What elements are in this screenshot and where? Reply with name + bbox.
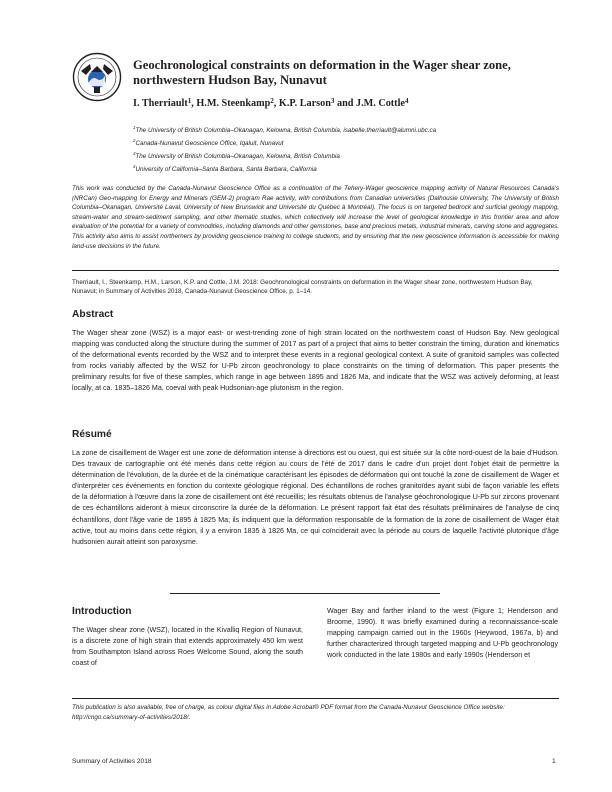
resume-text: La zone de cisaillement de Wager est une zone de déformation intense à directions est ou ouest, qui est située sur la côte nord-ouest de la baie d'Hudson. Des travaux de cartographie ont été menés dans cette région au cours de l'été de 2017 dans le cadre d'un projet dont l'objet était de permettre la détermination de l'évolution, de la durée et de la cinématique caractérisant les épisodes de déformation qui ont touché la zone de cisaillement de Wager et d'interpréter ces événements en fonction du contexte géologique régional. Des échantillons de roches granitoïdes ayant subi de façon variable les effets de la déformation à l'œuvre dans la zone de cisaillement ont été recueillis; les résultats obtenus de l'analyse géochronologique U-Pb sur zircons provenant de ces échantillons aideront à mieux circonscrire la durée de la déformation. Le présent rapport fait état des résultats préliminaires de l'analyse de cinq échantillons, dont l'âge varie de 1895 à 1825 Ma; ils indiquent que la déformation responsable de la formation de la zone de cisaillement de Wager était active, tout au moins dans cette région, il y a environ 1835 à 1826 Ma, ce qui coïnciderait avec la période au cours de laquelle l'activité plutonique d'âge hudsonien aurait atteint son paroxysme. (72, 449, 559, 546)
page-number: 1 (552, 758, 556, 765)
affiliation (133, 153, 563, 160)
resume-heading: Résumé (72, 429, 112, 440)
affiliation (133, 166, 563, 173)
divider (72, 698, 559, 699)
affiliation-mark: 1 (133, 125, 136, 130)
divider (170, 593, 440, 594)
cngo-logo-icon (72, 52, 122, 102)
page-title: Geochronological constraints on deformation in the Wager shear zone, northwestern Hudson Bay, Nunavut (133, 58, 511, 87)
introduction-text: Wager Bay and farther inland to the west (Figure 1; Henderson and Broome, 1990). It was briefly examined during a reconnaissance-scale mapping campaign carried out in the 1960s (Heywood, 1967a, b) and further characterized through targeted mapping and U-Pb geochronology work conducted in the late 1980s and early 1990s (Henderson et (327, 607, 558, 660)
author-affiliation-mark: 2 (270, 97, 274, 105)
author-list: I. Therriault$^1$, H.M. Steenkamp$^2$, K.P. Larson$^3$ and J.M. Cottle$^4$ (133, 97, 409, 109)
introduction-left-column (72, 606, 303, 669)
affiliation (133, 127, 563, 134)
affiliation-mark: 3 (133, 151, 136, 156)
abstract-text: The Wager shear zone (WSZ) is a major east- or west-trending zone of high strain located on the northwestern coast of Hudson Bay. New geological mapping was conducted along the structure during the summer of 2017 as part of a project that aims to better constrain the timing, duration and kinematics of the deformational events recorded by the WSZ and to interpret these events in a regional geological context. A suite of granitoid samples was collected from rocks variably affected by the WSZ for U-Pb zircon geochronology to place constraints on the timing of deformation. This paper presents the preliminary results for five of these samples, which range in age between 1895 and 1826 Ma, and indicate that the WSZ was actively deforming, at least locally, at ca. 1835–1826 Ma, coeval with peak Hudsonian-age plutonism in the region. (72, 329, 559, 393)
affiliation-text: The University of British Columbia–Okanagan, Kelowna, British Columbia, isabelle.therriault@alumni.ubc.ca (135, 127, 437, 134)
abstract-heading: Abstract (72, 309, 114, 320)
introduction-heading: Introduction (72, 606, 132, 617)
author-name: K.P. Larson (278, 98, 331, 109)
author-name: J.M. Cottle (355, 98, 405, 109)
divider (72, 270, 559, 271)
affiliation-text: Canada-Nunavut Geoscience Office, Iqaluit, Nunavut (135, 140, 284, 147)
author-affiliation-mark: 4 (404, 97, 409, 105)
author-name: I. Therriault (133, 98, 188, 109)
introduction-right-column (327, 606, 558, 661)
footer-publication: Summary of Activities 2018 (72, 758, 152, 765)
introduction-text: The Wager shear zone (WSZ), located in the Kivalliq Region of Nunavut, is a discrete zone of high strain that extends approximately 450 km west from Southampton Island across Roes Welcome Sound, along the south coast of (72, 626, 303, 668)
affiliation-text: The University of British Columbia–Okanagan, Kelowna, British Columbia (135, 153, 340, 160)
resume-section (72, 429, 559, 548)
funding-statement: This work was conducted by the Canada-Nunavut Geoscience Office as a continuation of the Tehery-Wager geoscience mapping activity of Natural Resources Canada's (NRCan) Geo-mapping for Energy and Minerals (GEM-2) program Rae activity, with contributions from Canadian universities (Dalhousie University, The University of British Columbia–Okanagan, Université Laval, University of New Brunswick and Université du Québec à Montréal). The focus is on targeted bedrock and surficial geology mapping, stream-water and stream-sediment sampling, and other thematic studies, which collectively will increase the level of geological knowledge in this frontier area and allow evaluation of the potential for a variety of commodities, including diamonds and other gemstones, base and precious metals, industrial minerals, carving stone and aggregates. This activity also aims to assist northerners by providing geoscience training to college students, and by ensuring that the new geoscience information is accessible for making land-use decisions in the future. (72, 185, 559, 250)
author-affiliation-mark: 1 (187, 97, 192, 105)
affiliation-text: University of California–Santa Barbara, Santa Barbara, California (135, 166, 317, 173)
author-name: H.M. Steenkamp (196, 98, 271, 109)
abstract-section (72, 309, 559, 395)
citation: Therriault, I., Steenkamp, H.M., Larson, K.P. and Cottle, J.M. 2018: Geochronological constraints on deformation in the Wager shear zone, northwestern Hudson Bay, Nunavut; in Summary of Activities 2018, Canada-Nunavut Geoscience Office, p. 1–14. (72, 279, 533, 296)
affiliation-mark: 4 (133, 164, 136, 169)
affiliation (133, 140, 563, 147)
author-affiliation-mark: 3 (330, 97, 335, 105)
affiliation-mark: 2 (133, 138, 136, 143)
availability-footnote: This publication is also available, free of charge, as colour digital files in Adobe Acrobat® PDF format from the Canada-Nunavut Geoscience Office website: http://cngo.ca/summary-of-activities/2018/. (72, 704, 505, 721)
